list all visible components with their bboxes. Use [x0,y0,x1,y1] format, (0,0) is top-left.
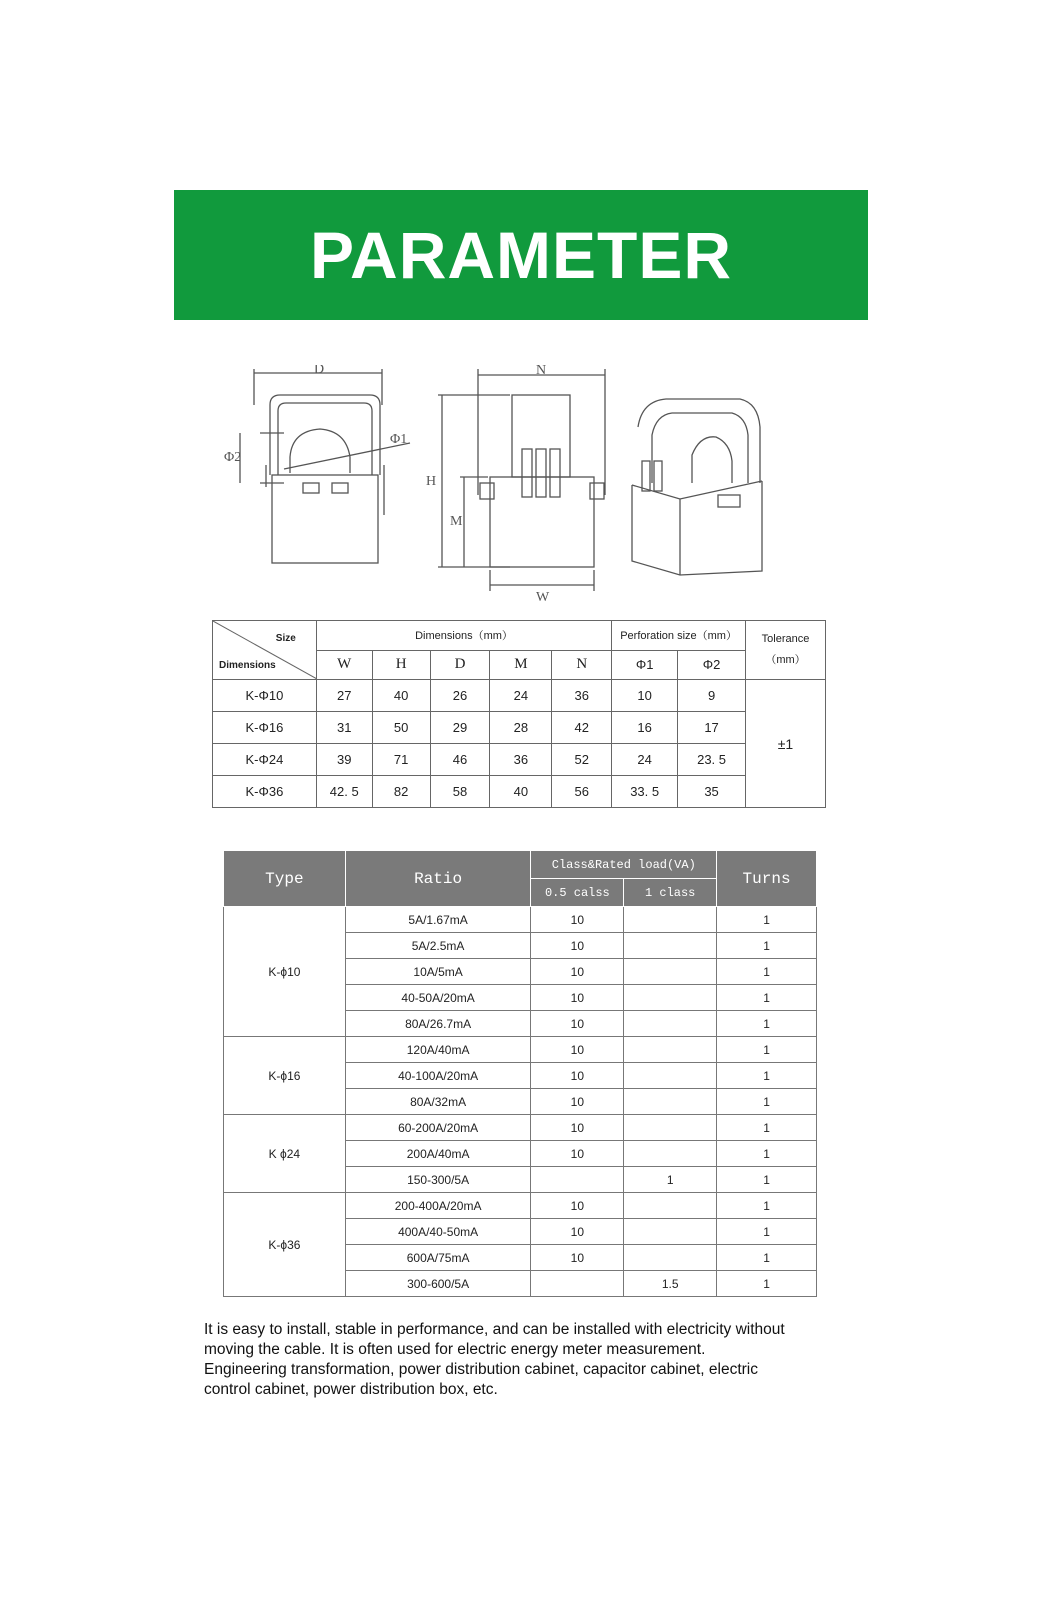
class-05-cell [531,1271,624,1297]
class-1-cell: 1.5 [624,1271,717,1297]
value-cell: 58 [430,776,490,808]
class-1-cell [624,1037,717,1063]
model-cell: K-Φ10 [213,680,317,712]
description-text [204,1320,844,1400]
class-1-cell [624,1219,717,1245]
value-cell: 27 [316,680,372,712]
ratio-cell: 80A/26.7mA [345,1011,531,1037]
header-class-05: 0.5 calss [531,879,624,907]
ratio-cell: 200-400A/20mA [345,1193,531,1219]
corner-size-label: Size [275,633,296,644]
front-view-drawing [438,369,605,591]
table-row [213,712,826,744]
col-header: H [372,650,430,680]
value-cell: 29 [430,712,490,744]
value-cell: 10 [612,680,678,712]
ratio-cell: 80A/32mA [345,1089,531,1115]
class-1-cell [624,1245,717,1271]
label-d: D [314,365,325,377]
turns-cell: 1 [717,1037,817,1063]
value-cell: 56 [552,776,612,808]
ratio-table [223,850,817,1297]
value-cell: 28 [490,712,552,744]
description-line: Engineering transformation, power distribution cabinet, capacitor cabinet, electric [204,1361,758,1378]
tolerance-value: ±1 [746,680,826,808]
turns-cell: 1 [717,985,817,1011]
class-05-cell: 10 [531,1089,624,1115]
turns-cell: 1 [717,1245,817,1271]
class-05-cell: 10 [531,1193,624,1219]
col-header: D [430,650,490,680]
class-1-cell [624,1115,717,1141]
value-cell: 24 [490,680,552,712]
class-05-cell: 10 [531,933,624,959]
ratio-cell: 40-50A/20mA [345,985,531,1011]
turns-cell: 1 [717,1219,817,1245]
ratio-table-body [224,907,817,1297]
value-cell: 40 [490,776,552,808]
value-cell: 36 [490,744,552,776]
value-cell: 42 [552,712,612,744]
value-cell: 40 [372,680,430,712]
class-05-cell: 10 [531,959,624,985]
class-1-cell [624,933,717,959]
value-cell: 42. 5 [316,776,372,808]
type-cell: K-ϕ16 [224,1037,346,1115]
col-header: N [552,650,612,680]
turns-cell: 1 [717,1115,817,1141]
turns-cell: 1 [717,933,817,959]
perforation-group-header: Perforation size（mm） [612,621,746,651]
technical-drawings [210,365,830,605]
type-cell: K-ϕ36 [224,1193,346,1297]
class-1-cell: 1 [624,1167,717,1193]
class-05-cell [531,1167,624,1193]
ct-drawing-svg [210,365,830,605]
table-row [224,1115,817,1141]
col-header: Φ1 [612,650,678,680]
class-1-cell [624,1089,717,1115]
table-row [224,1193,817,1219]
corner-dimensions-label: Dimensions [219,660,276,671]
value-cell: 23. 5 [678,744,746,776]
value-cell: 82 [372,776,430,808]
ratio-cell: 5A/1.67mA [345,907,531,933]
class-1-cell [624,1011,717,1037]
ratio-cell: 400A/40-50mA [345,1219,531,1245]
class-05-cell: 10 [531,1219,624,1245]
value-cell: 31 [316,712,372,744]
class-05-cell: 10 [531,907,624,933]
table-row [224,1037,817,1063]
class-05-cell: 10 [531,1011,624,1037]
ratio-cell: 600A/75mA [345,1245,531,1271]
value-cell: 16 [612,712,678,744]
table-row [213,744,826,776]
side-view-drawing [240,369,410,563]
label-phi2: Φ2 [224,450,242,465]
label-m: M [450,514,463,529]
dimensions-table [212,620,826,808]
value-cell: 52 [552,744,612,776]
value-cell: 17 [678,712,746,744]
tolerance-label: Tolerance [761,633,810,645]
value-cell: 24 [612,744,678,776]
label-h: H [426,474,437,489]
turns-cell: 1 [717,1167,817,1193]
value-cell: 36 [552,680,612,712]
value-cell: 50 [372,712,430,744]
ratio-cell: 120A/40mA [345,1037,531,1063]
ratio-cell: 200A/40mA [345,1141,531,1167]
parameter-banner [174,190,868,320]
ratio-cell: 5A/2.5mA [345,933,531,959]
table-row [224,907,817,933]
value-cell: 26 [430,680,490,712]
table-row [213,680,826,712]
turns-cell: 1 [717,907,817,933]
col-header: W [316,650,372,680]
corner-header-cell [213,621,317,680]
class-05-cell: 10 [531,985,624,1011]
ratio-cell: 300-600/5A [345,1271,531,1297]
class-05-cell: 10 [531,1037,624,1063]
class-1-cell [624,1063,717,1089]
model-cell: K-Φ16 [213,712,317,744]
type-cell: K ϕ24 [224,1115,346,1193]
class-05-cell: 10 [531,1245,624,1271]
label-w: W [536,590,550,605]
class-1-cell [624,907,717,933]
header-turns: Turns [717,851,817,907]
turns-cell: 1 [717,1271,817,1297]
turns-cell: 1 [717,1141,817,1167]
class-1-cell [624,1193,717,1219]
turns-cell: 1 [717,1011,817,1037]
class-05-cell: 10 [531,1141,624,1167]
label-n: N [536,365,547,378]
type-cell: K-ϕ10 [224,907,346,1037]
dimensions-group-header: Dimensions（mm） [316,621,611,651]
description-line: control cabinet, power distribution box, etc. [204,1381,498,1398]
ratio-cell: 40-100A/20mA [345,1063,531,1089]
ratio-cell: 60-200A/20mA [345,1115,531,1141]
value-cell: 39 [316,744,372,776]
col-header: Φ2 [678,650,746,680]
perspective-view-drawing [632,399,762,575]
class-1-cell [624,1141,717,1167]
ratio-cell: 150-300/5A [345,1167,531,1193]
class-1-cell [624,985,717,1011]
value-cell: 46 [430,744,490,776]
class-05-cell: 10 [531,1115,624,1141]
value-cell: 9 [678,680,746,712]
description-line: It is easy to install, stable in performance, and can be installed with electricity without [204,1321,785,1338]
header-type: Type [224,851,346,907]
turns-cell: 1 [717,959,817,985]
turns-cell: 1 [717,1063,817,1089]
tolerance-header [746,621,826,680]
value-cell: 35 [678,776,746,808]
value-cell: 33. 5 [612,776,678,808]
turns-cell: 1 [717,1193,817,1219]
banner-title: PARAMETER [309,218,733,292]
description-line: moving the cable. It is often used for electric energy meter measurement. [204,1341,706,1358]
header-class-1: 1 class [624,879,717,907]
value-cell: 71 [372,744,430,776]
col-header: M [490,650,552,680]
class-05-cell: 10 [531,1063,624,1089]
model-cell: K-Φ24 [213,744,317,776]
header-class-rated-load: Class&Rated load(VA) [531,851,717,879]
header-ratio: Ratio [345,851,531,907]
label-phi1: Φ1 [390,432,408,447]
turns-cell: 1 [717,1089,817,1115]
tolerance-unit: （mm） [765,654,806,666]
model-cell: K-Φ36 [213,776,317,808]
class-1-cell [624,959,717,985]
ratio-cell: 10A/5mA [345,959,531,985]
table-row [213,776,826,808]
